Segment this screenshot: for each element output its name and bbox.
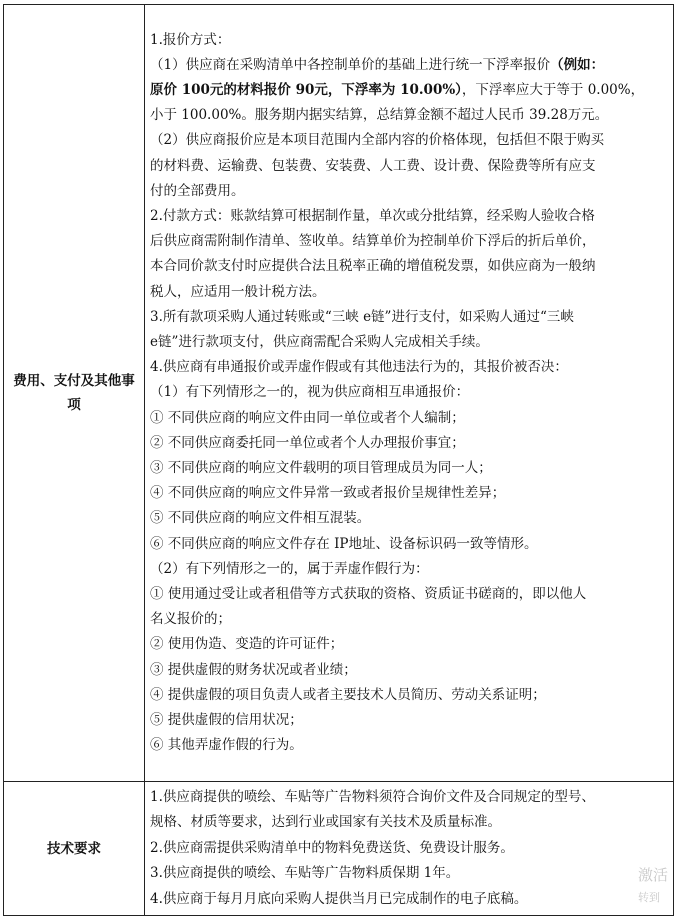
text-line: 3.所有款项采购人通过转账或“三峡 e链”进行支付，如采购人通过“三峡 bbox=[150, 308, 574, 325]
text-line: 2.付款方式：账款结算可根据制作量，单次或分批结算，经采购人验收合格 bbox=[150, 207, 595, 224]
table-row-tech bbox=[4, 782, 674, 916]
text-line: （2）有下列情形之一的，属于弄虚作假行为： bbox=[150, 560, 429, 577]
bold-example: 原价 100元的材料报价 90元，下浮率为 10.00%） bbox=[150, 81, 462, 98]
table-row-fees bbox=[4, 5, 674, 782]
text-line: 原价 100元的材料报价 90元，下浮率为 10.00%），下浮率应大于等于 0.00%， bbox=[150, 81, 645, 98]
watermark-line-2: 转到 bbox=[638, 891, 660, 904]
bold-example: （例如： bbox=[550, 56, 605, 73]
text-line: （1）有下列情形之一的，视为供应商相互串通报价： bbox=[150, 384, 470, 401]
requirements-table bbox=[3, 4, 674, 916]
row-label-tech: 技术要求 bbox=[4, 782, 145, 916]
text-line: 的材料费、运输费、包装费、安装费、人工费、设计费、保险费等所有应支 bbox=[150, 157, 596, 174]
row-label-fees: 费用、支付及其他事项 bbox=[4, 5, 145, 782]
text-line: 1.供应商提供的喷绘、车贴等广告物料须符合询价文件及合同规定的型号、 bbox=[150, 788, 595, 805]
text-line: ② 不同供应商委托同一单位或者个人办理报价事宜； bbox=[150, 434, 465, 451]
text-line: 小于 100.00%。服务期内据实结算，总结算金额不超过人民币 39.28万元。 bbox=[150, 107, 609, 124]
text-line: ① 使用通过受让或者租借等方式获取的资格、资质证书磋商的，即以他人 bbox=[150, 586, 587, 603]
text-line: 本合同价款支付时应提供合法且税率正确的增值税发票，如供应商为一般纳 bbox=[150, 258, 596, 275]
text-line: ⑤ 提供虚假的信用状况； bbox=[150, 712, 303, 729]
text-line: ⑥ 其他弄虚作假的行为。 bbox=[150, 737, 303, 754]
text-line: ② 使用伪造、变造的许可证件； bbox=[150, 636, 344, 653]
watermark-line-1: 激活 bbox=[638, 866, 669, 884]
text-line: 税人，应适用一般计税方法。 bbox=[150, 283, 326, 300]
text-line: ⑥ 不同供应商的响应文件存在 IP地址、设备标识码一致等情形。 bbox=[150, 535, 538, 552]
text-line: ③ 不同供应商的响应文件载明的项目管理成员为同一人； bbox=[150, 460, 492, 476]
row-content-fees bbox=[145, 5, 674, 782]
text-line: （1）供应商在采购清单中各控制单价的基础上进行统一下浮率报价（例如： bbox=[150, 56, 605, 73]
text-line: 1.报价方式： bbox=[150, 31, 231, 48]
document-page bbox=[3, 4, 674, 918]
text-line: ① 不同供应商的响应文件由同一单位或者个人编制； bbox=[150, 409, 465, 426]
row-content-tech bbox=[145, 782, 674, 916]
text-line: ③ 提供虚假的财务状况或者业绩； bbox=[150, 661, 357, 678]
text-line: 3.供应商提供的喷绘、车贴等广告物料质保期 1年。 bbox=[150, 865, 460, 882]
text-line: ④ 不同供应商的响应文件异常一致或者报价呈规律性差异； bbox=[150, 485, 506, 502]
text-line: 后供应商需附制作清单、签收单。结算单价为控制单价下浮后的折后单价， bbox=[150, 233, 596, 250]
text-line: ⑤ 不同供应商的响应文件相互混装。 bbox=[150, 510, 371, 527]
text-line: 4.供应商有串通报价或弄虚作假或有其他违法行为的，其报价被否决： bbox=[150, 359, 568, 376]
text-line: 付的全部费用。 bbox=[150, 182, 245, 199]
text-line: 名义报价的； bbox=[150, 611, 231, 628]
text-line: 规格、材质等要求，达到行业或国家有关技术及质量标准。 bbox=[150, 814, 501, 831]
text-line: （2）供应商报价应是本项目范围内全部内容的价格体现，包括但不限于购买 bbox=[150, 132, 605, 149]
activation-watermark bbox=[638, 864, 679, 918]
text-line: 4.供应商于每月月底向采购人提供当月已完成制作的电子底稿。 bbox=[150, 890, 528, 907]
text-line: e链”进行款项支付，供应商需配合采购人完成相关手续。 bbox=[150, 333, 489, 350]
text-line: ④ 提供虚假的项目负责人或者主要技术人员简历、劳动关系证明； bbox=[150, 686, 546, 703]
text-line: 2.供应商需提供采购清单中的物料免费送货、免费设计服务。 bbox=[150, 839, 514, 856]
